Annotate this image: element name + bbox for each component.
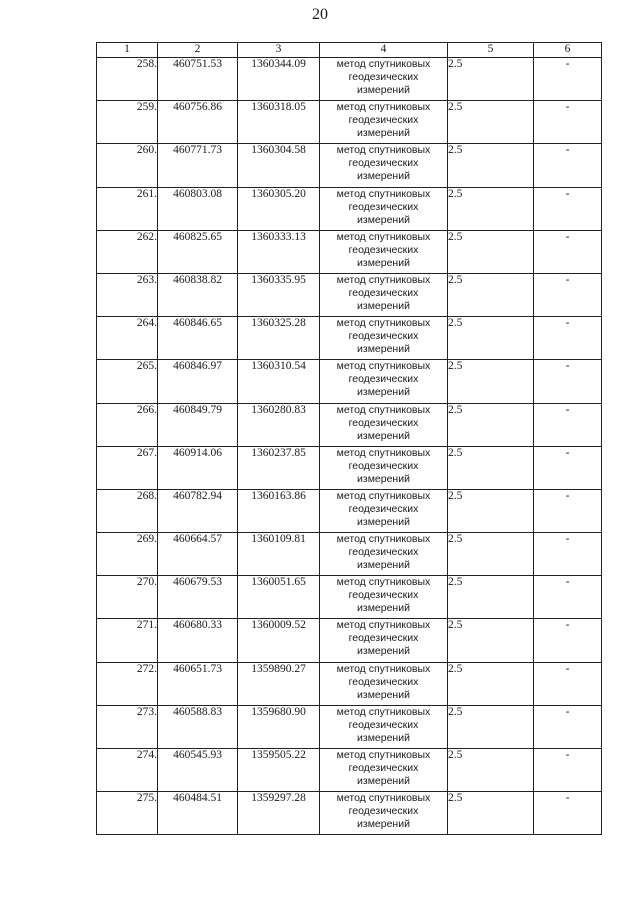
- x-coordinate-cell: 460803.08: [158, 187, 238, 230]
- method-line: измерений: [357, 256, 410, 269]
- method-line: геодезических: [348, 157, 419, 170]
- method-cell: [320, 749, 448, 792]
- note-cell: -: [534, 533, 602, 576]
- table-row: [97, 317, 602, 360]
- accuracy-cell: 2.5: [448, 533, 534, 576]
- accuracy-cell: 2.5: [448, 446, 534, 489]
- method-line: измерений: [357, 170, 410, 183]
- method-line: геодезических: [348, 373, 419, 386]
- method-line: геодезических: [348, 805, 419, 818]
- y-coordinate-cell: 1360109.81: [238, 533, 320, 576]
- method-line: измерений: [357, 472, 410, 485]
- method-line: геодезических: [348, 546, 419, 559]
- note-cell: -: [534, 317, 602, 360]
- header-cell-2: 2: [158, 43, 238, 58]
- method-line: геодезических: [348, 459, 419, 472]
- note-cell: -: [534, 101, 602, 144]
- x-coordinate-cell: 460756.86: [158, 101, 238, 144]
- point-number-cell: 262.: [97, 230, 158, 273]
- method-line: геодезических: [348, 200, 419, 213]
- table-row: [97, 533, 602, 576]
- table-row: [97, 446, 602, 489]
- method-line: измерений: [357, 213, 410, 226]
- point-number-cell: 264.: [97, 317, 158, 360]
- point-number-cell: 269.: [97, 533, 158, 576]
- point-number-cell: 260.: [97, 144, 158, 187]
- method-line: измерений: [357, 343, 410, 356]
- method-line: геодезических: [348, 114, 419, 127]
- accuracy-cell: 2.5: [448, 749, 534, 792]
- method-line: метод спутниковых: [336, 576, 431, 589]
- method-line: метод спутниковых: [336, 446, 431, 459]
- method-line: метод спутниковых: [336, 792, 431, 805]
- header-cell-3: 3: [238, 43, 320, 58]
- method-line: метод спутниковых: [336, 317, 431, 330]
- header-cell-6: 6: [534, 43, 602, 58]
- method-line: метод спутниковых: [336, 403, 431, 416]
- accuracy-cell: 2.5: [448, 144, 534, 187]
- method-line: измерений: [357, 602, 410, 615]
- accuracy-cell: 2.5: [448, 317, 534, 360]
- method-cell: [320, 489, 448, 532]
- y-coordinate-cell: 1359297.28: [238, 792, 320, 835]
- table-row: [97, 273, 602, 316]
- point-number-cell: 268.: [97, 489, 158, 532]
- accuracy-cell: 2.5: [448, 273, 534, 316]
- method-line: геодезических: [348, 330, 419, 343]
- page-number: 20: [312, 6, 328, 23]
- method-cell: [320, 58, 448, 101]
- x-coordinate-cell: 460782.94: [158, 489, 238, 532]
- method-line: геодезических: [348, 589, 419, 602]
- method-cell: [320, 792, 448, 835]
- header-cell-4: 4: [320, 43, 448, 58]
- point-number-cell: 259.: [97, 101, 158, 144]
- point-number-cell: 267.: [97, 446, 158, 489]
- accuracy-cell: 2.5: [448, 576, 534, 619]
- x-coordinate-cell: 460484.51: [158, 792, 238, 835]
- method-line: метод спутниковых: [336, 705, 431, 718]
- y-coordinate-cell: 1359505.22: [238, 749, 320, 792]
- point-number-cell: 261.: [97, 187, 158, 230]
- note-cell: -: [534, 230, 602, 273]
- y-coordinate-cell: 1360163.86: [238, 489, 320, 532]
- y-coordinate-cell: 1360237.85: [238, 446, 320, 489]
- method-line: геодезических: [348, 71, 419, 83]
- method-line: метод спутниковых: [336, 749, 431, 761]
- note-cell: -: [534, 187, 602, 230]
- note-cell: -: [534, 662, 602, 705]
- x-coordinate-cell: 460914.06: [158, 446, 238, 489]
- method-cell: [320, 576, 448, 619]
- method-line: метод спутниковых: [336, 230, 431, 243]
- table-row: [97, 576, 602, 619]
- method-line: геодезических: [348, 243, 419, 256]
- point-number-cell: 263.: [97, 273, 158, 316]
- x-coordinate-cell: 460846.97: [158, 360, 238, 403]
- method-cell: [320, 101, 448, 144]
- table-row: [97, 230, 602, 273]
- accuracy-cell: 2.5: [448, 187, 534, 230]
- method-line: метод спутниковых: [336, 489, 431, 502]
- y-coordinate-cell: 1359890.27: [238, 662, 320, 705]
- table-row: [97, 489, 602, 532]
- x-coordinate-cell: 460825.65: [158, 230, 238, 273]
- note-cell: -: [534, 360, 602, 403]
- y-coordinate-cell: 1360335.95: [238, 273, 320, 316]
- accuracy-cell: 2.5: [448, 705, 534, 748]
- x-coordinate-cell: 460545.93: [158, 749, 238, 792]
- method-line: метод спутниковых: [336, 533, 431, 546]
- y-coordinate-cell: 1360051.65: [238, 576, 320, 619]
- point-number-cell: 265.: [97, 360, 158, 403]
- method-cell: [320, 705, 448, 748]
- table-row: [97, 187, 602, 230]
- method-line: геодезических: [348, 632, 419, 645]
- y-coordinate-cell: 1360325.28: [238, 317, 320, 360]
- method-cell: [320, 446, 448, 489]
- y-coordinate-cell: 1360304.58: [238, 144, 320, 187]
- table-row: [97, 619, 602, 662]
- method-line: геодезических: [348, 286, 419, 299]
- x-coordinate-cell: 460680.33: [158, 619, 238, 662]
- method-line: геодезических: [348, 416, 419, 429]
- accuracy-cell: 2.5: [448, 58, 534, 101]
- note-cell: -: [534, 403, 602, 446]
- point-number-cell: 274.: [97, 749, 158, 792]
- table-row: [97, 58, 602, 101]
- accuracy-cell: 2.5: [448, 101, 534, 144]
- point-number-cell: 275.: [97, 792, 158, 835]
- method-line: геодезических: [348, 762, 419, 774]
- table-row: [97, 144, 602, 187]
- x-coordinate-cell: 460838.82: [158, 273, 238, 316]
- method-cell: [320, 317, 448, 360]
- point-number-cell: 270.: [97, 576, 158, 619]
- method-line: измерений: [357, 688, 410, 701]
- y-coordinate-cell: 1360009.52: [238, 619, 320, 662]
- method-line: измерений: [357, 515, 410, 528]
- accuracy-cell: 2.5: [448, 230, 534, 273]
- table-body: [97, 58, 602, 835]
- note-cell: -: [534, 749, 602, 792]
- x-coordinate-cell: 460651.73: [158, 662, 238, 705]
- x-coordinate-cell: 460771.73: [158, 144, 238, 187]
- method-line: измерений: [357, 645, 410, 658]
- method-line: измерений: [357, 386, 410, 399]
- table-row: [97, 792, 602, 835]
- accuracy-cell: 2.5: [448, 662, 534, 705]
- method-cell: [320, 533, 448, 576]
- y-coordinate-cell: 1359680.90: [238, 705, 320, 748]
- point-number-cell: 266.: [97, 403, 158, 446]
- y-coordinate-cell: 1360318.05: [238, 101, 320, 144]
- y-coordinate-cell: 1360310.54: [238, 360, 320, 403]
- method-line: геодезических: [348, 502, 419, 515]
- x-coordinate-cell: 460588.83: [158, 705, 238, 748]
- note-cell: -: [534, 705, 602, 748]
- y-coordinate-cell: 1360333.13: [238, 230, 320, 273]
- table-row: [97, 705, 602, 748]
- accuracy-cell: 2.5: [448, 360, 534, 403]
- x-coordinate-cell: 460664.57: [158, 533, 238, 576]
- accuracy-cell: 2.5: [448, 619, 534, 662]
- method-cell: [320, 619, 448, 662]
- method-line: измерений: [357, 429, 410, 442]
- note-cell: -: [534, 792, 602, 835]
- accuracy-cell: 2.5: [448, 403, 534, 446]
- x-coordinate-cell: 460846.65: [158, 317, 238, 360]
- note-cell: -: [534, 619, 602, 662]
- point-number-cell: 273.: [97, 705, 158, 748]
- method-cell: [320, 144, 448, 187]
- method-cell: [320, 187, 448, 230]
- method-line: измерений: [357, 559, 410, 572]
- accuracy-cell: 2.5: [448, 792, 534, 835]
- method-line: метод спутниковых: [336, 101, 431, 114]
- table-row: [97, 403, 602, 446]
- note-cell: -: [534, 273, 602, 316]
- method-line: метод спутниковых: [336, 273, 431, 286]
- table-row: [97, 360, 602, 403]
- coordinates-table: [96, 42, 602, 835]
- note-cell: -: [534, 576, 602, 619]
- method-line: метод спутниковых: [336, 144, 431, 157]
- note-cell: -: [534, 489, 602, 532]
- y-coordinate-cell: 1360305.20: [238, 187, 320, 230]
- method-cell: [320, 273, 448, 316]
- y-coordinate-cell: 1360344.09: [238, 58, 320, 101]
- method-line: метод спутниковых: [336, 360, 431, 373]
- x-coordinate-cell: 460751.53: [158, 58, 238, 101]
- method-line: измерений: [357, 731, 410, 744]
- table-row: [97, 101, 602, 144]
- method-cell: [320, 662, 448, 705]
- method-line: метод спутниковых: [336, 662, 431, 675]
- note-cell: -: [534, 144, 602, 187]
- point-number-cell: 272.: [97, 662, 158, 705]
- method-cell: [320, 230, 448, 273]
- x-coordinate-cell: 460679.53: [158, 576, 238, 619]
- header-cell-1: 1: [97, 43, 158, 58]
- method-line: измерений: [357, 775, 410, 787]
- method-line: измерений: [357, 299, 410, 312]
- note-cell: -: [534, 58, 602, 101]
- table-header-row: [97, 43, 602, 58]
- table-row: [97, 749, 602, 792]
- y-coordinate-cell: 1360280.83: [238, 403, 320, 446]
- x-coordinate-cell: 460849.79: [158, 403, 238, 446]
- point-number-cell: 271.: [97, 619, 158, 662]
- method-line: измерений: [357, 127, 410, 140]
- point-number-cell: 258.: [97, 58, 158, 101]
- table-row: [97, 662, 602, 705]
- method-line: метод спутниковых: [336, 187, 431, 200]
- accuracy-cell: 2.5: [448, 489, 534, 532]
- header-cell-5: 5: [448, 43, 534, 58]
- method-line: метод спутниковых: [336, 619, 431, 632]
- method-line: метод спутниковых: [336, 58, 431, 70]
- note-cell: -: [534, 446, 602, 489]
- method-line: геодезических: [348, 675, 419, 688]
- method-cell: [320, 403, 448, 446]
- method-line: измерений: [357, 84, 410, 96]
- method-cell: [320, 360, 448, 403]
- method-line: геодезических: [348, 718, 419, 731]
- method-line: измерений: [357, 818, 410, 831]
